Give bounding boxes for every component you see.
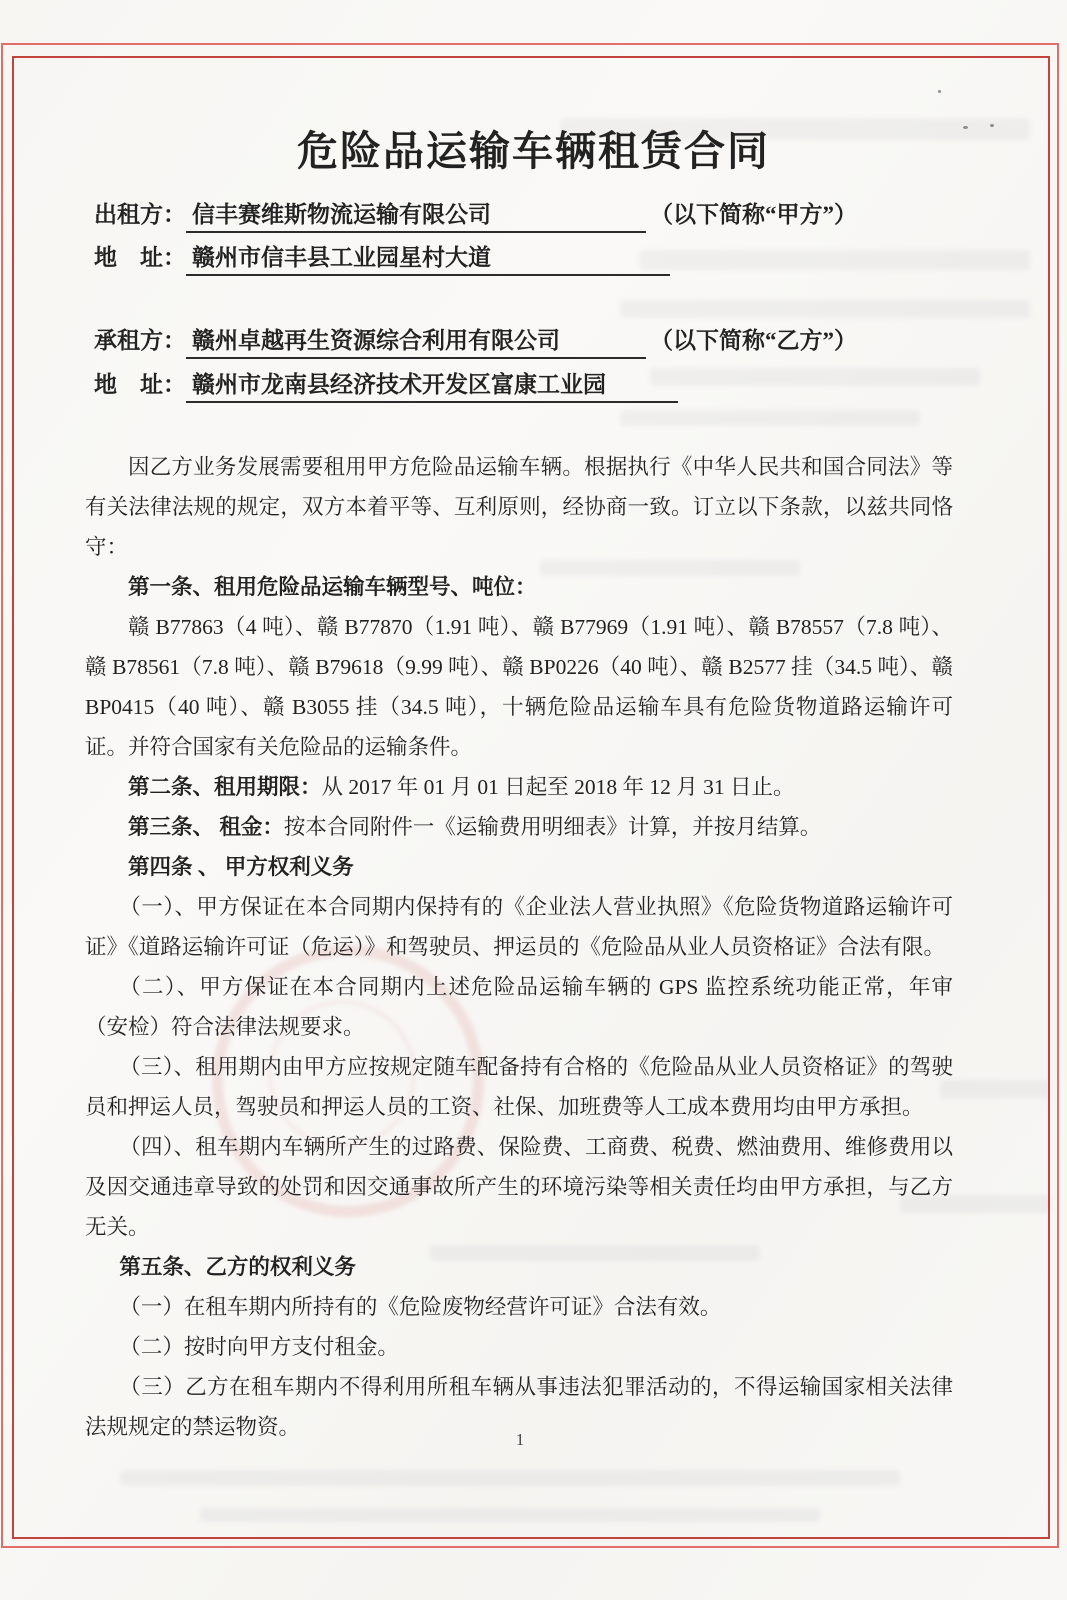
article3-label: 第三条、 租金： xyxy=(128,815,284,839)
page-number: 1 xyxy=(515,1430,525,1449)
article5-item-3: （三）乙方在租车期内不得利用所租车辆从事违法犯罪活动的，不得运输国家相关法律法规规定的禁运物资。 xyxy=(85,1375,953,1439)
lessor-name: 信丰赛维斯物流运输有限公司 xyxy=(186,196,646,233)
article2-label: 第二条、租用期限： xyxy=(128,775,322,799)
lessor-row xyxy=(94,196,857,233)
article4-heading: 第四条 、 甲方权利义务 xyxy=(128,855,354,879)
article4-item-4: （四）、租车期内车辆所产生的过路费、保险费、工商费、税费、燃油费用、维修费用以及因交通违章导致的处罚和因交通事故所产生的环境污染等相关责任均由甲方承担，与乙方无关。 xyxy=(85,1135,953,1239)
article1-heading: 第一条、租用危险品运输车辆型号、吨位： xyxy=(128,575,537,599)
article4-item-2: （二）、甲方保证在本合同期内上述危险品运输车辆的 GPS 监控系统功能正常，年审（安检）符合法律法规要求。 xyxy=(85,975,953,1039)
lessee-address-label: 地 址： xyxy=(94,372,186,397)
article1-vehicle-list: 赣 B77863（4 吨）、赣 B77870（1.91 吨）、赣 B77969（1.91 吨）、赣 B78557（7.8 吨）、赣 B78561（7.8 吨）、赣 B79618（9.99 吨）、赣 BP0226（40 吨）、赣 B2577 挂（34.5 吨）、赣 BP0415（40 吨）、赣 B3055 挂（34.5 吨），十辆危险品运输车具有危险货物道路运输许可证。并符合国家有关危险品的运输条件。 xyxy=(85,615,953,759)
article5-item-2: （二）按时向甲方支付租金。 xyxy=(119,1335,399,1359)
article3-text: 按本合同附件一《运输费用明细表》计算，并按月结算。 xyxy=(283,815,822,839)
lessee-row xyxy=(94,322,857,359)
scan-speck xyxy=(938,90,941,93)
lessee-address: 赣州市龙南县经济技术开发区富康工业园 xyxy=(186,366,678,403)
article2-term xyxy=(85,767,953,807)
preamble-paragraph: 因乙方业务发展需要租用甲方危险品运输车辆。根据执行《中华人民共和国合同法》等有关法律法规的规定，双方本着平等、互利原则，经协商一致。订立以下条款，以兹共同恪守： xyxy=(85,455,953,559)
article5-heading: 第五条、乙方的权利义务 xyxy=(119,1255,356,1279)
article3-rent xyxy=(85,807,953,847)
lessee-label: 承租方： xyxy=(94,328,186,353)
contract-title: 危险品运输车辆租赁合同 xyxy=(297,128,770,174)
lessor-address-label: 地 址： xyxy=(94,245,186,270)
lessor-label: 出租方： xyxy=(94,202,186,227)
contract-body xyxy=(85,447,953,1447)
lessee-name: 赣州卓越再生资源综合利用有限公司 xyxy=(186,322,646,359)
article4-item-1: （一）、甲方保证在本合同期内保持有的《企业法人营业执照》《危险货物道路运输许可证》《道路运输许可证（危运）》和驾驶员、押运员的《危险品从业人员资格证》合法有限。 xyxy=(85,895,953,959)
lessor-address: 赣州市信丰县工业园星村大道 xyxy=(186,239,670,276)
article2-text: 从 2017 年 01 月 01 日起至 2018 年 12 月 31 日止。 xyxy=(321,775,795,799)
lessor-alias: （以下简称“甲方”） xyxy=(650,202,857,227)
lessee-alias: （以下简称“乙方”） xyxy=(650,328,857,353)
lessee-address-row xyxy=(94,366,678,403)
lessor-address-row xyxy=(94,239,670,276)
article5-item-1: （一）在租车期内所持有的《危险废物经营许可证》合法有效。 xyxy=(119,1295,722,1319)
article4-item-3: （三）、租用期内由甲方应按规定随车配备持有合格的《危险品从业人员资格证》的驾驶员和押运人员，驾驶员和押运人员的工资、社保、加班费等人工成本费用均由甲方承担。 xyxy=(85,1055,953,1119)
